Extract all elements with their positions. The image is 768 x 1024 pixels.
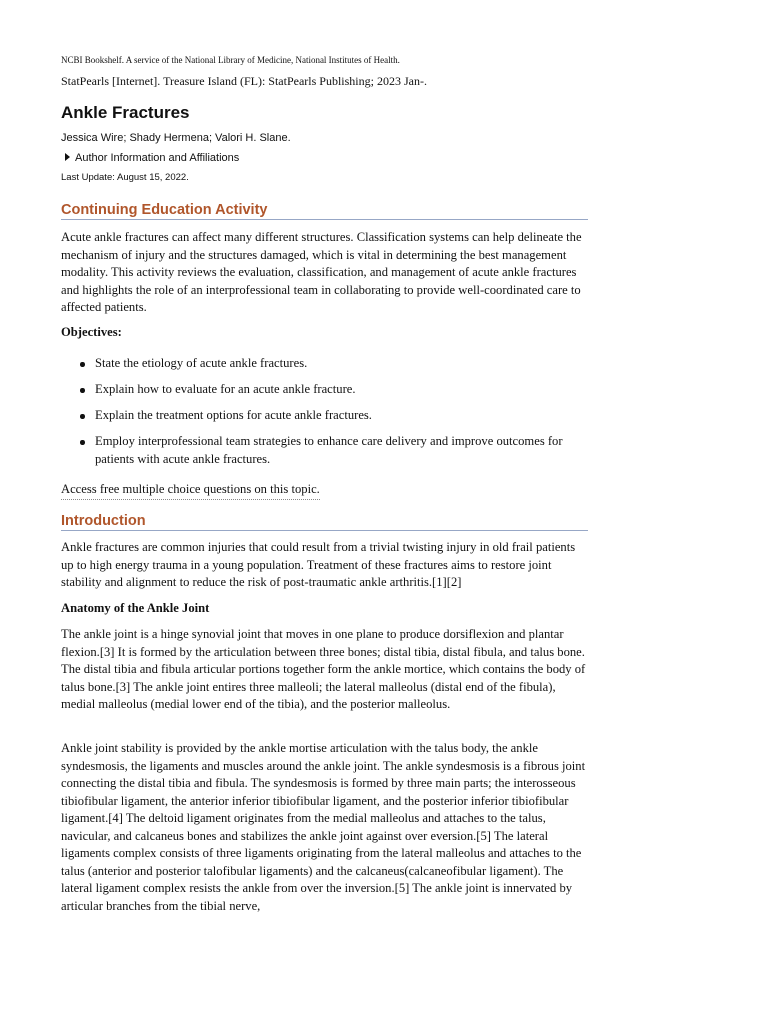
- list-item: [61, 355, 588, 373]
- anatomy-paragraph-1: The ankle joint is a hinge synovial joint that moves in one plane to produce dorsiflexion and plantar flexion.[3] It is formed by the articulation between three bones; distal tibia, distal fibula, and talus bone. The distal tibia and fibula articular portions together form the ankle mortice, which contains the body of talus bone.[3] The ankle joint entires three malleoli; the lateral malleolus (distal end of the fibula), medial malleolus (medial lower end of the tibia), and the posterior malleolus.: [61, 627, 586, 711]
- last-update: Last Update: August 15, 2022.: [61, 172, 189, 183]
- citation-line: StatPearls [Internet]. Treasure Island (FL): StatPearls Publishing; 2023 Jan-.: [61, 74, 427, 88]
- list-item: [61, 433, 588, 468]
- objective-text: Employ interprofessional team strategies to enhance care delivery and improve outcomes for patients with acute ankle fractures.: [95, 434, 563, 466]
- anatomy-paragraph-2: Ankle joint stability is provided by the ankle mortise articulation with the talus body, the ankle syndesmosis, the ligaments and muscles around the ankle joint. The ankle syndesmosis is a fibrous joint connecting the distal tibia and fibula. The syndesmosis is formed by three main parts; the interosseous tibiofibular ligament, the anterior inferior tibiofibular ligament, and the posterior inferior tibiofibular ligament.[4] The deltoid ligament originates from the medial malleolus and attaches to the talus, navicular, and calcaneus bones and stabilizes the ankle joint against over eversion.[5] The lateral ligaments complex consists of three ligaments originating from the lateral malleolus and attaches to the talus (anterior and posterior talofibular ligaments) and the calcaneus(calcaneofibular ligament). The lateral ligament complex resists the ankle from over the inversion.[5] The ankle joint is innervated by articular branches from the tibial nerve,: [61, 741, 586, 913]
- objectives-label: Objectives:: [61, 325, 122, 339]
- section-heading-continuing-education: Continuing Education Activity: [61, 202, 588, 220]
- bullet-icon: [80, 414, 85, 419]
- list-item: [61, 381, 588, 399]
- section-heading-introduction: Introduction: [61, 513, 588, 531]
- list-item: [61, 407, 588, 425]
- objective-text: State the etiology of acute ankle fractures.: [95, 356, 308, 370]
- intro-paragraph: Ankle fractures are common injuries that could result from a trivial twisting injury in old frail patients up to high energy trauma in a young population. Treatment of these fractures aims to restore joint stability and alignment to reduce the risk of post-traumatic ankle arthritis.[1][2]: [61, 540, 576, 589]
- objective-text: Explain the treatment options for acute ankle fractures.: [95, 408, 372, 422]
- bullet-icon: [80, 440, 85, 445]
- author-affiliations-label: Author Information and Affiliations: [75, 152, 240, 164]
- activity-summary: Acute ankle fractures can affect many different structures. Classification systems can help delineate the mechanism of injury and the structures damaged, which is vital in determining the best management modality. This activity reviews the evaluation, classification, and management of acute ankle fractures and highlights the role of an interprofessional team in collaborating to provide well-coordinated care to affected patients.: [61, 230, 582, 314]
- bullet-icon: [80, 388, 85, 393]
- bullet-icon: [80, 362, 85, 367]
- author-list: Jessica Wire; Shady Hermena; Valori H. Slane.: [61, 132, 291, 144]
- triangle-right-icon: [65, 153, 70, 161]
- author-affiliations-toggle[interactable]: [65, 152, 239, 164]
- page-title: Ankle Fractures: [61, 103, 190, 122]
- mcq-access-link[interactable]: Access free multiple choice questions on this topic.: [61, 481, 320, 500]
- objective-text: Explain how to evaluate for an acute ankle fracture.: [95, 382, 356, 396]
- anatomy-subheading: Anatomy of the Ankle Joint: [61, 601, 210, 615]
- objectives-list: [61, 355, 588, 477]
- bookshelf-note: NCBI Bookshelf. A service of the National Library of Medicine, National Institutes of Health.: [61, 55, 400, 65]
